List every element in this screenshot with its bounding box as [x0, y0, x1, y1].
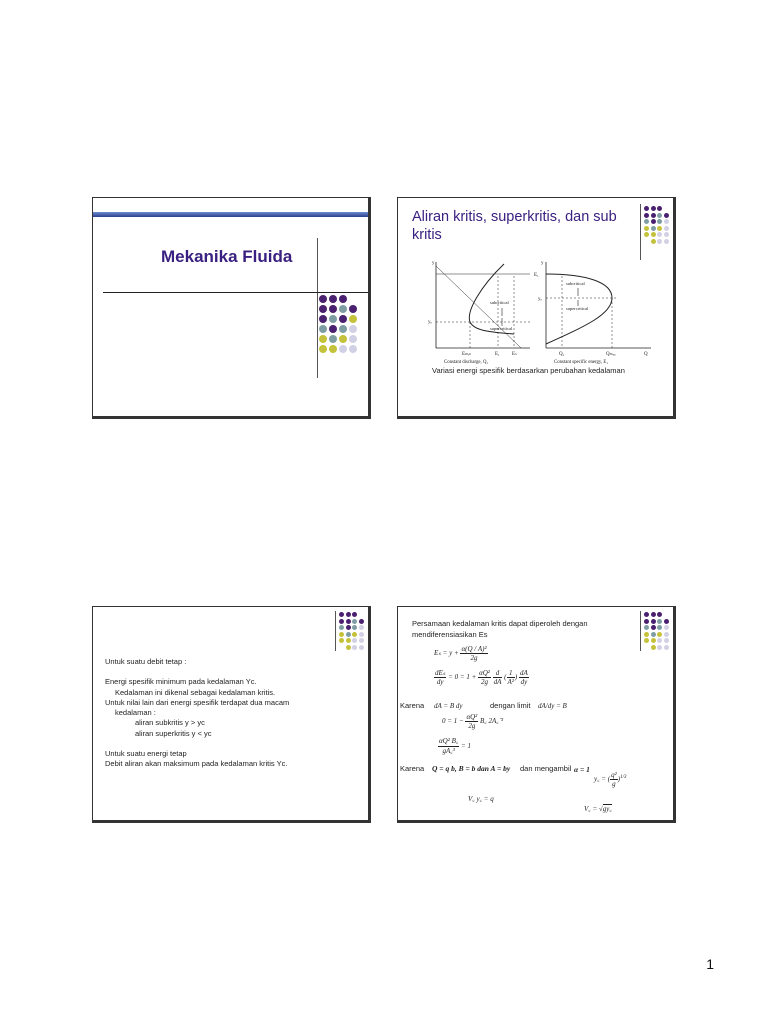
decorative-dot — [359, 632, 364, 637]
equation-des-dy: $\frac{\text{dEₛ}}{dy}$ = 0 = 1 + $\frac{\text{αQ²}}{2g}$ $\frac{d}{dA}$ ( $\frac{1}{\text{A²}}$ ) $\frac{dA}{dy}$ — [435, 669, 528, 686]
decorative-dot — [352, 638, 357, 643]
decorative-dot — [352, 632, 357, 637]
equation-limit: dA/dy = B — [538, 702, 567, 710]
equation-vc-yc-q: V꜀ y꜀ = q — [468, 795, 494, 803]
decorative-dot — [329, 345, 337, 353]
label-supercritical-right: supercritical — [566, 306, 589, 311]
decorative-dot — [657, 232, 662, 237]
slide-2-caption: Variasi energi spesifik berdasarkan perubahan kedalaman — [432, 366, 625, 375]
decorative-dot — [352, 645, 357, 650]
slide-3-line: Untuk suatu energi tetap — [105, 749, 187, 759]
decorative-dot — [319, 315, 327, 323]
decorative-dot — [651, 232, 656, 237]
decorative-dot — [664, 645, 669, 650]
decorative-dot — [349, 345, 357, 353]
decorative-dot — [352, 612, 357, 617]
slide-3-divider-vertical — [335, 611, 336, 651]
decorative-dot — [644, 206, 649, 211]
decorative-dot — [657, 219, 662, 224]
slide-4-karena-1: Karena — [400, 701, 425, 710]
decorative-dot — [346, 645, 351, 650]
equation-critical: $\frac{\text{αQ² B꜀}}{\text{gA꜀³}}$ = 1 — [439, 737, 472, 755]
decorative-dot — [319, 325, 327, 333]
slide-4-intro-1: Persamaan kedalaman kritis dapat diperoleh dengan — [412, 619, 588, 628]
decorative-dot — [644, 632, 649, 637]
slide-1-title: Mekanika Fluida — [161, 247, 293, 266]
decorative-dot — [319, 295, 327, 303]
slide-3-body — [105, 657, 289, 770]
decorative-dot — [319, 305, 327, 313]
decorative-dot — [339, 638, 344, 643]
decorative-dot — [352, 625, 357, 630]
decorative-dot — [359, 625, 364, 630]
decorative-dot — [359, 638, 364, 643]
decorative-dot — [664, 232, 669, 237]
decorative-dot — [339, 295, 347, 303]
decorative-dot — [339, 625, 344, 630]
decorative-dot — [339, 305, 347, 313]
left-ymark: yₑ — [428, 320, 432, 325]
decorative-dot — [664, 632, 669, 637]
slide-4-intro-2: mendiferensiasikan Es — [412, 630, 488, 639]
left-axis-y-label: y — [432, 261, 435, 266]
decorative-dot — [339, 632, 344, 637]
decorative-dot — [664, 219, 669, 224]
equation-yc: y꜀ = ( $\frac{\text{q²}}{g}$ )$^{1/3}$ — [594, 771, 627, 788]
right-xlabel: Constant specific energy, E₁ — [554, 360, 609, 365]
equation-da-bdy: dA = B dy — [434, 702, 463, 710]
equation-zero: 0 = 1 − $\frac{\text{αQ²}}{2g}$ B꜀ 2A꜀⁻³ — [442, 713, 504, 730]
right-tick-q1: Q₁ — [559, 352, 565, 357]
decorative-dot — [339, 315, 347, 323]
slide-3-line: aliran subkritis y > yc — [135, 718, 205, 728]
slide-4-dengan-limit: dengan limit — [490, 701, 531, 710]
slide-3-line: Untuk nilai lain dari energi spesifik terdapat dua macam — [105, 697, 290, 707]
equation-alpha: α = 1 — [574, 765, 590, 774]
decorative-dot — [644, 638, 649, 643]
slide-4-dan-mengambil: dan mengambil — [520, 764, 572, 773]
slide-3 — [92, 606, 371, 823]
decorative-dot — [329, 305, 337, 313]
left-xlabel: Constant discharge, Q₁ — [444, 360, 489, 365]
decorative-dot — [346, 625, 351, 630]
decorative-dot — [657, 612, 662, 617]
decorative-dot — [651, 219, 656, 224]
decorative-dot — [359, 619, 364, 624]
decorative-dot — [657, 213, 662, 218]
decorative-dot — [651, 226, 656, 231]
decorative-dot — [651, 632, 656, 637]
left-tick-es: Eₛ — [512, 352, 517, 357]
decorative-dot — [644, 232, 649, 237]
decorative-dot — [644, 619, 649, 624]
decorative-dot — [651, 612, 656, 617]
decorative-dot — [346, 638, 351, 643]
decorative-dot — [657, 638, 662, 643]
slide-2-title: Aliran kritis, superkritis, dan sub kritis — [412, 209, 617, 243]
left-tick-emin: Eₘᵢₙ — [462, 352, 471, 357]
right-tick-qmax: Qₘₐₓ — [606, 352, 616, 357]
decorative-dot — [329, 325, 337, 333]
slide-2 — [397, 197, 676, 419]
decorative-dot — [339, 619, 344, 624]
equation-q-b-a: Q = q b, B = b dan A = by — [432, 764, 511, 773]
decorative-dot — [664, 638, 669, 643]
right-ymark: yₑ — [538, 297, 542, 302]
slide-2-energy-diagram — [426, 256, 656, 366]
decorative-dot — [651, 638, 656, 643]
slide-3-line: Debit aliran akan maksimum pada kedalaman kritis Yc. — [105, 759, 288, 769]
decorative-dot — [657, 619, 662, 624]
slide-4-karena-2: Karena — [400, 764, 425, 773]
slide-1 — [92, 197, 371, 419]
decorative-dot — [352, 619, 357, 624]
page-number: 1 — [706, 956, 714, 972]
decorative-dot — [339, 325, 347, 333]
right-top-label: E₁ — [534, 273, 539, 278]
slide-3-line: Kedalaman ini dikenal sebagai kedalaman kritis. — [115, 687, 276, 697]
slide-4 — [397, 606, 676, 823]
decorative-dot — [651, 619, 656, 624]
equation-vc: V꜀ = √gy꜀ — [584, 805, 612, 813]
decorative-dot — [329, 315, 337, 323]
decorative-dot — [319, 335, 327, 343]
decorative-dot — [651, 206, 656, 211]
decorative-dot — [644, 213, 649, 218]
decorative-dot — [644, 226, 649, 231]
slide-3-line: kedalaman : — [115, 708, 156, 718]
label-subcritical-left: subcritical — [490, 300, 509, 305]
decorative-dot — [349, 325, 357, 333]
slide-3-line: aliran superkritis y < yc — [135, 728, 212, 738]
decorative-dot — [664, 619, 669, 624]
decorative-dot — [329, 295, 337, 303]
decorative-dot — [651, 239, 656, 244]
decorative-dot — [657, 645, 662, 650]
right-axis-y-label: y — [541, 261, 544, 266]
decorative-dot — [657, 206, 662, 211]
decorative-dot — [346, 612, 351, 617]
equation-es: Eₛ = y + $\frac{\text{α(Q / A)²}}{2g}$ — [434, 645, 487, 662]
label-subcritical-right: subcritical — [566, 281, 585, 286]
decorative-dot — [664, 213, 669, 218]
decorative-dot — [349, 335, 357, 343]
decorative-dot — [657, 632, 662, 637]
decorative-dot — [339, 345, 347, 353]
label-supercritical-left: supercritical — [490, 326, 513, 331]
decorative-dot — [644, 219, 649, 224]
decorative-dot — [651, 213, 656, 218]
decorative-dot — [349, 305, 357, 313]
decorative-dot — [664, 239, 669, 244]
decorative-dot — [664, 226, 669, 231]
decorative-dot — [657, 625, 662, 630]
slide-4-divider-vertical — [640, 611, 641, 651]
decorative-dot — [664, 625, 669, 630]
decorative-dot — [346, 632, 351, 637]
decorative-dot — [339, 612, 344, 617]
decorative-dot — [651, 645, 656, 650]
decorative-dot — [349, 315, 357, 323]
slide-3-line: Energi spesifik minimum pada kedalaman Yc. — [105, 677, 257, 687]
decorative-dot — [651, 625, 656, 630]
slide-3-line: Untuk suatu debit tetap : — [105, 657, 187, 666]
slide-2-divider-vertical — [640, 204, 641, 260]
slide-1-banner — [93, 212, 368, 217]
decorative-dot — [319, 345, 327, 353]
slide-1-divider-vertical — [317, 238, 318, 378]
decorative-dot — [329, 335, 337, 343]
right-tick-q: Q — [644, 352, 648, 357]
slide-1-divider-horizontal — [103, 292, 369, 293]
decorative-dot — [644, 625, 649, 630]
decorative-dot — [657, 239, 662, 244]
decorative-dot — [339, 335, 347, 343]
decorative-dot — [346, 619, 351, 624]
left-tick-e1: E₁ — [495, 352, 500, 357]
decorative-dot — [657, 226, 662, 231]
decorative-dot — [359, 645, 364, 650]
decorative-dot — [644, 612, 649, 617]
